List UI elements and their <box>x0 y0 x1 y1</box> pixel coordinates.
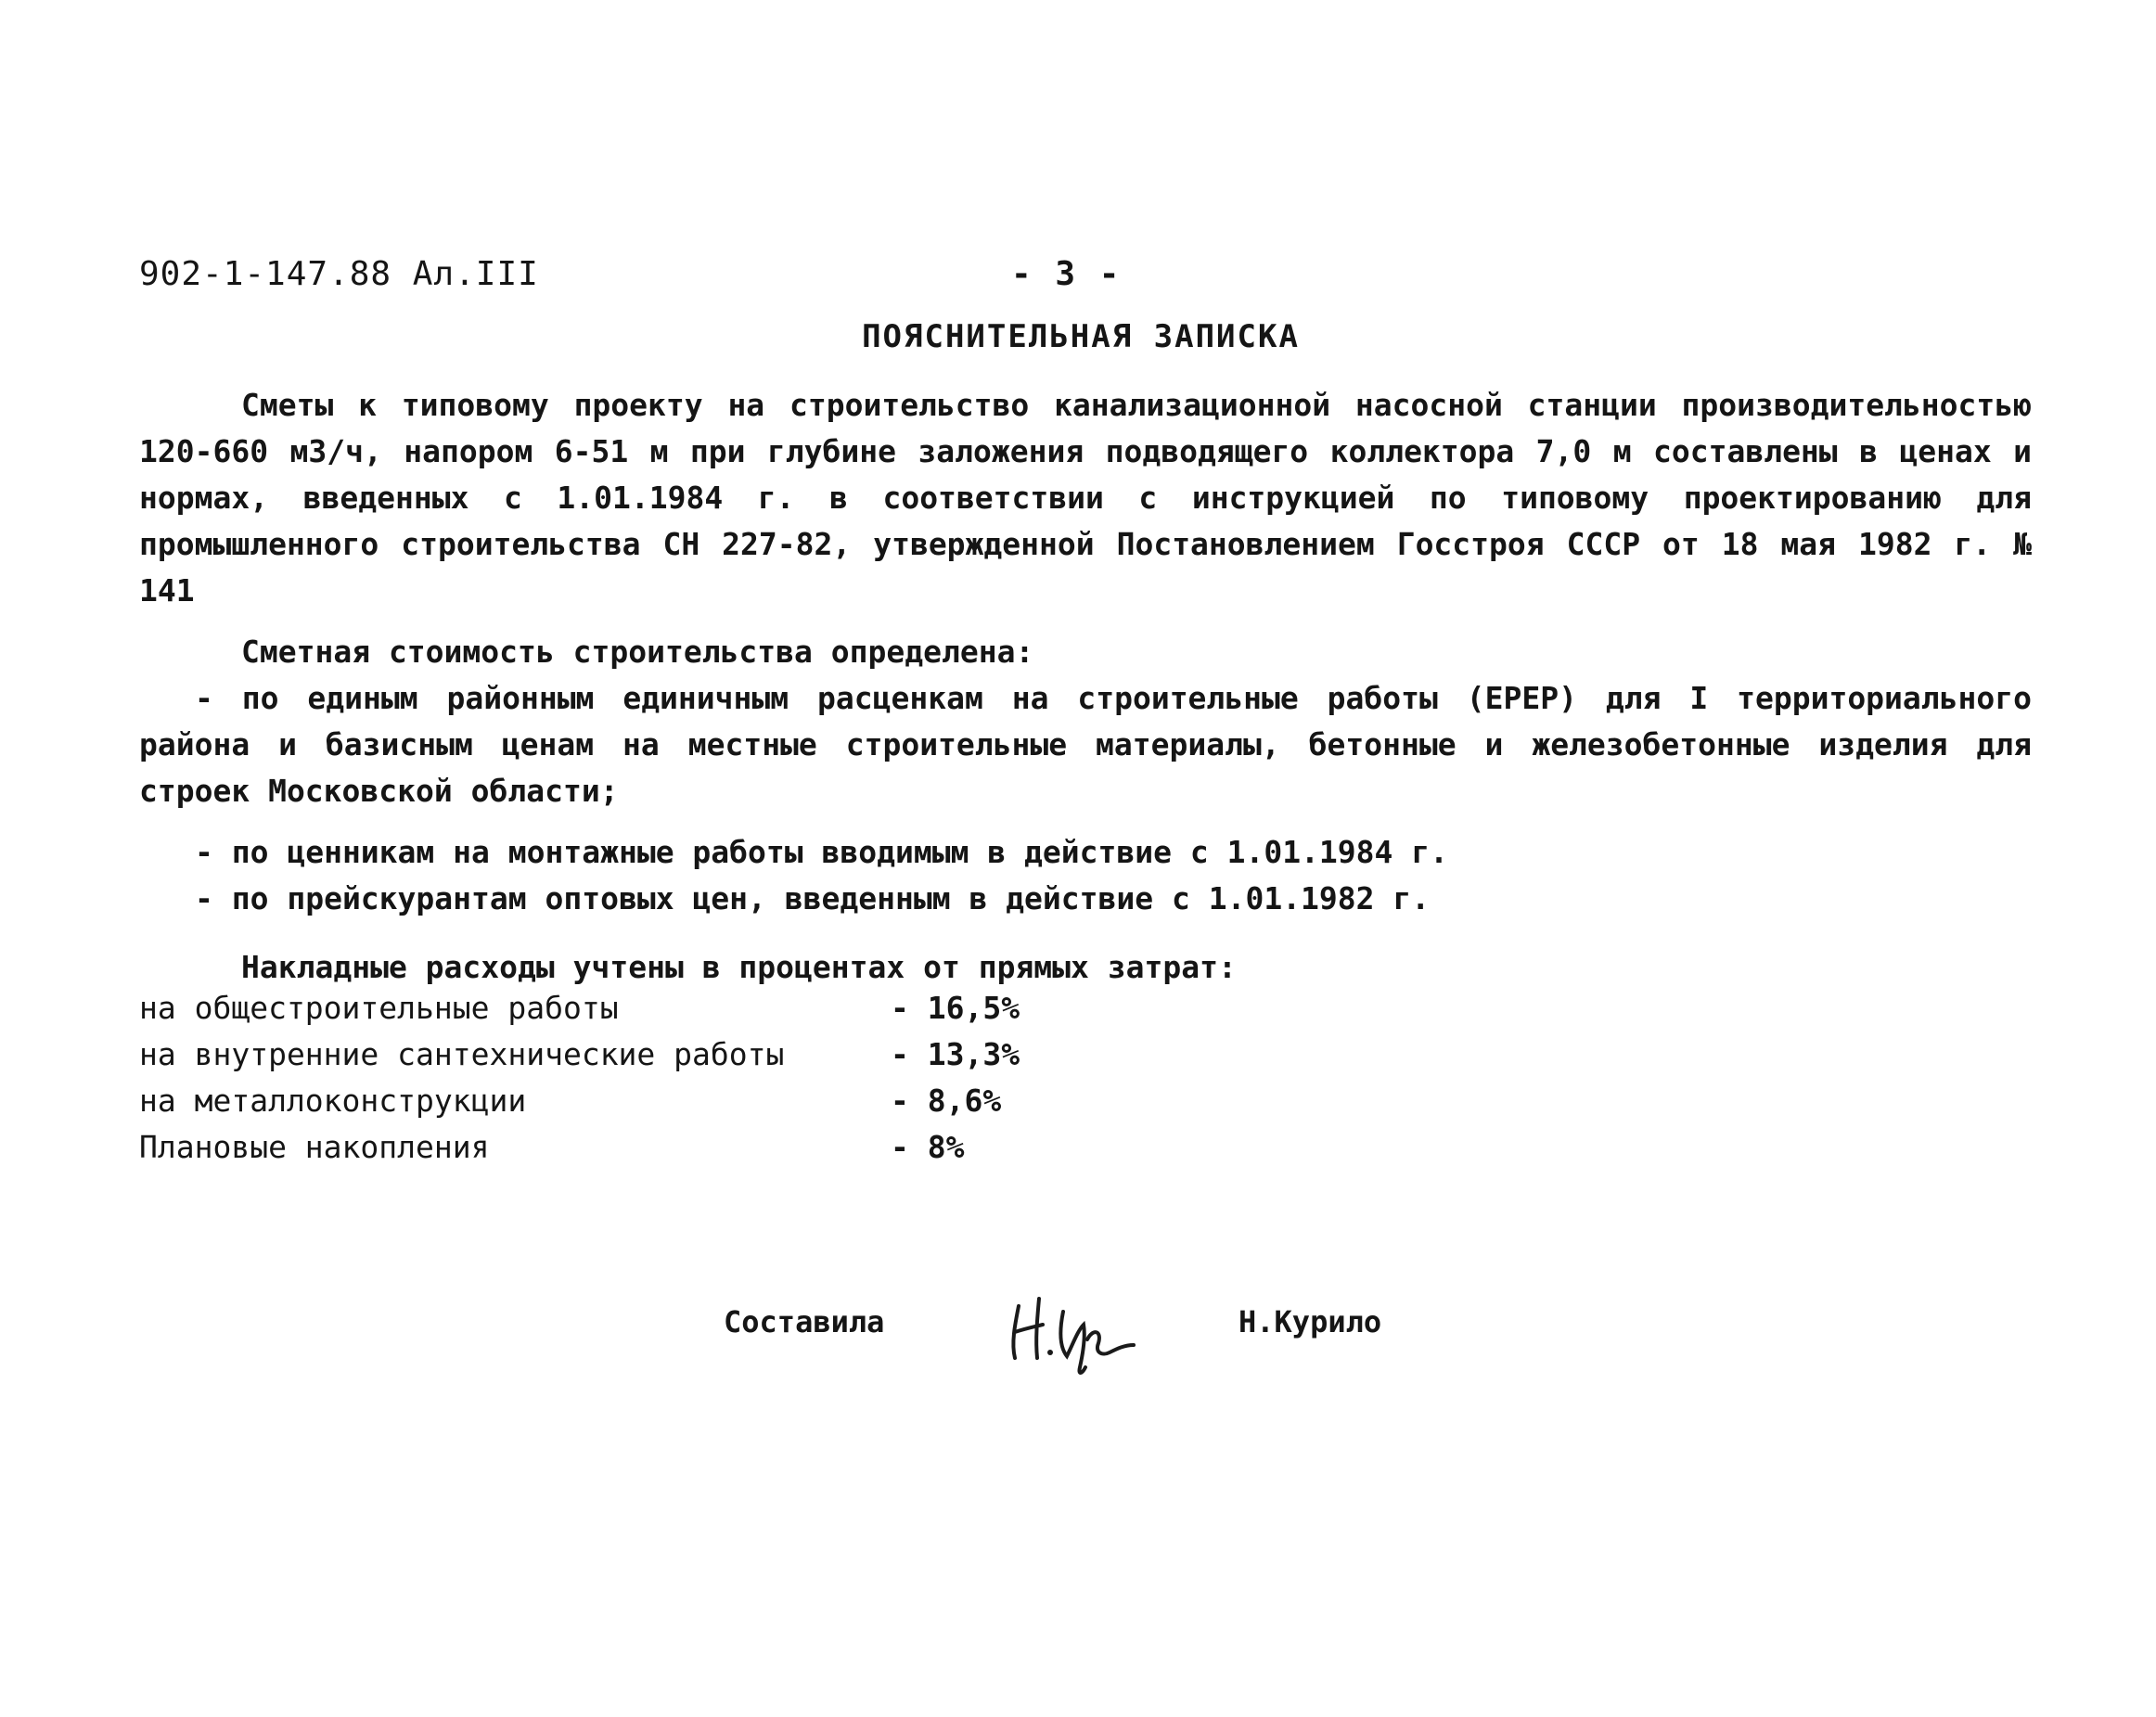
overhead-row <box>139 1078 1067 1124</box>
cost-basis-item: - по прейскурантам оптовых цен, введенным в действие с 1.01.1982 г. <box>195 880 1431 916</box>
page-number: - 3 - <box>1011 255 1122 293</box>
intro-paragraph: Сметы к типовому проекту на строительство канализационной насосной станции производительностью 120-660 м3/ч, напором 6-51 м при глубине заложения подводящего коллектора 7,0 м составлены в ценах и нормах, введенных с 1.01.1984 г. в соответствии с инструкцией по типовому проектированию для промышленного строительства СН 227-82, утвержденной Постановлением Госстроя СССР от 18 мая 1982 г. № 141 <box>139 387 2032 609</box>
overhead-label: на металлоконструкции <box>139 1083 527 1119</box>
overhead-label: на общестроительные работы <box>139 990 619 1026</box>
cost-intro-paragraph: Сметная стоимость строительства определена: <box>241 634 1034 670</box>
document-code: 902-1-147.88 Ал.III <box>139 255 539 293</box>
overhead-row <box>139 985 1067 1031</box>
signature-role: Составила <box>724 1304 885 1339</box>
body-text <box>139 382 2032 991</box>
overhead-label: на внутренние сантехнические работы <box>139 1036 785 1072</box>
signature-block <box>724 1278 1466 1390</box>
overhead-value: - 8,6% <box>891 1083 1002 1119</box>
handwritten-signature <box>1002 1278 1141 1380</box>
overhead-row <box>139 1031 1067 1078</box>
document-title: ПОЯСНИТЕЛЬНАЯ ЗАПИСКА <box>862 318 1300 355</box>
overhead-intro-paragraph: Накладные расходы учтены в процентах от прямых затрат: <box>241 949 1237 985</box>
paragraph-gap <box>139 614 2032 629</box>
overhead-row <box>139 1124 1067 1171</box>
paragraph-gap <box>139 814 2032 829</box>
signature-name: Н.Курило <box>1238 1304 1382 1339</box>
overhead-label: Плановые накопления <box>139 1129 490 1165</box>
overhead-value: - 16,5% <box>891 990 1020 1026</box>
cost-basis-item: - по ценникам на монтажные работы вводимым в действие с 1.01.1984 г. <box>195 834 1449 870</box>
overhead-value: - 13,3% <box>891 1036 1020 1072</box>
paragraph-gap <box>139 922 2032 944</box>
overhead-rates-list <box>139 985 1067 1171</box>
page-header <box>139 255 2022 311</box>
overhead-value: - 8% <box>891 1129 965 1165</box>
cost-basis-item: - по единым районным единичным расценкам на строительные работы (ЕРЕР) для I территориального района и базисным ценам на местные строительные материалы, бетонные и железобетонные изделия для строек Московской области; <box>139 680 2032 809</box>
